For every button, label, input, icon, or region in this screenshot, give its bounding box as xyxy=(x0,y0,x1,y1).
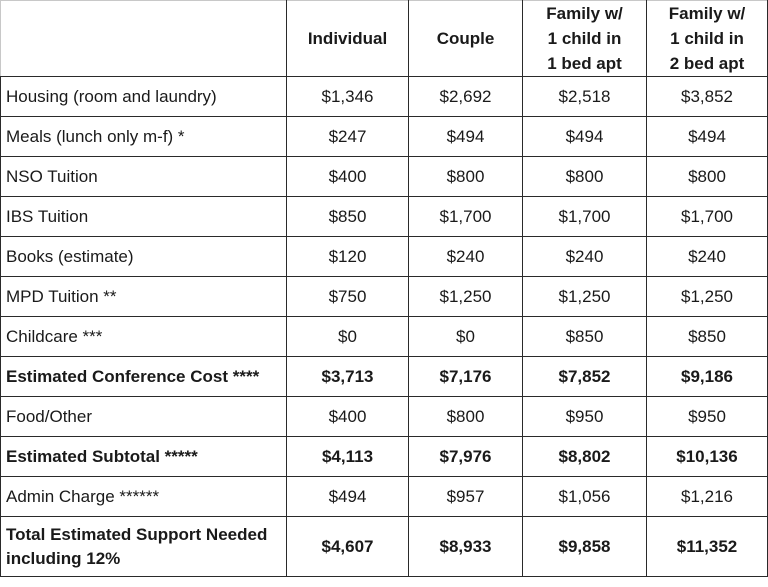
table-row xyxy=(1,157,768,197)
row-label: Books (estimate) xyxy=(1,237,287,277)
row-label: Food/Other xyxy=(1,397,287,437)
row-label: Estimated Conference Cost **** xyxy=(1,357,287,397)
cell-family-1-bed: $850 xyxy=(523,317,647,357)
header-text: 1 child in xyxy=(547,29,622,48)
table-body xyxy=(1,77,768,577)
cell-family-1-bed: $1,056 xyxy=(523,477,647,517)
cell-family-2-bed: $1,250 xyxy=(647,277,768,317)
row-label: Childcare *** xyxy=(1,317,287,357)
cell-family-2-bed: $10,136 xyxy=(647,437,768,477)
header-text: 1 child in xyxy=(670,29,744,48)
cell-family-1-bed: $800 xyxy=(523,157,647,197)
cell-individual: $400 xyxy=(287,397,409,437)
cell-couple: $957 xyxy=(409,477,523,517)
cell-couple: $494 xyxy=(409,117,523,157)
cell-couple: $1,700 xyxy=(409,197,523,237)
cell-family-2-bed: $494 xyxy=(647,117,768,157)
cell-individual: $247 xyxy=(287,117,409,157)
table-row xyxy=(1,237,768,277)
cell-individual: $3,713 xyxy=(287,357,409,397)
header-cell-blank xyxy=(1,1,287,77)
row-label: MPD Tuition ** xyxy=(1,277,287,317)
cell-family-1-bed: $494 xyxy=(523,117,647,157)
cell-family-1-bed: $240 xyxy=(523,237,647,277)
cell-family-1-bed: $1,250 xyxy=(523,277,647,317)
table-row xyxy=(1,317,768,357)
row-label: Admin Charge ****** xyxy=(1,477,287,517)
table-row xyxy=(1,77,768,117)
cell-couple: $240 xyxy=(409,237,523,277)
table-row xyxy=(1,437,768,477)
cell-family-2-bed: $1,216 xyxy=(647,477,768,517)
row-label: IBS Tuition xyxy=(1,197,287,237)
table-row xyxy=(1,197,768,237)
header-cell-family-1-bed xyxy=(523,1,647,77)
header-cell-couple xyxy=(409,1,523,77)
cell-couple: $800 xyxy=(409,397,523,437)
cell-couple: $800 xyxy=(409,157,523,197)
cell-individual: $494 xyxy=(287,477,409,517)
cell-family-2-bed: $850 xyxy=(647,317,768,357)
row-label: Total Estimated Support Needed including 12% xyxy=(1,517,287,577)
cell-individual: $0 xyxy=(287,317,409,357)
cell-individual: $750 xyxy=(287,277,409,317)
table-row xyxy=(1,357,768,397)
table-row xyxy=(1,477,768,517)
cell-individual: $850 xyxy=(287,197,409,237)
header-text: Family w/ xyxy=(546,4,623,23)
cell-family-1-bed: $7,852 xyxy=(523,357,647,397)
header-cell-individual xyxy=(287,1,409,77)
header-text: 1 bed apt xyxy=(547,54,622,73)
cell-couple: $1,250 xyxy=(409,277,523,317)
cell-family-1-bed: $9,858 xyxy=(523,517,647,577)
header-text: Family w/ xyxy=(668,4,746,23)
cell-family-2-bed: $9,186 xyxy=(647,357,768,397)
cell-family-1-bed: $8,802 xyxy=(523,437,647,477)
row-label: Estimated Subtotal ***** xyxy=(1,437,287,477)
cell-individual: $1,346 xyxy=(287,77,409,117)
cell-couple: $2,692 xyxy=(409,77,523,117)
cell-family-2-bed: $11,352 xyxy=(647,517,768,577)
header-cell-family-2-bed xyxy=(647,1,768,77)
cell-couple: $0 xyxy=(409,317,523,357)
cell-individual: $400 xyxy=(287,157,409,197)
cell-family-2-bed: $950 xyxy=(647,397,768,437)
cell-couple: $7,176 xyxy=(409,357,523,397)
header-text: 2 bed apt xyxy=(669,54,745,73)
table-row xyxy=(1,397,768,437)
cell-family-1-bed: $1,700 xyxy=(523,197,647,237)
cell-family-2-bed: $800 xyxy=(647,157,768,197)
cell-family-2-bed: $3,852 xyxy=(647,77,768,117)
header-row xyxy=(1,1,768,77)
header-text: Couple xyxy=(436,29,495,48)
cell-family-1-bed: $2,518 xyxy=(523,77,647,117)
cell-family-2-bed: $240 xyxy=(647,237,768,277)
table-row xyxy=(1,117,768,157)
row-label: Housing (room and laundry) xyxy=(1,77,287,117)
cell-individual: $4,607 xyxy=(287,517,409,577)
cell-family-2-bed: $1,700 xyxy=(647,197,768,237)
row-label: NSO Tuition xyxy=(1,157,287,197)
row-label: Meals (lunch only m-f) * xyxy=(1,117,287,157)
table-row xyxy=(1,517,768,577)
cell-couple: $7,976 xyxy=(409,437,523,477)
cell-couple: $8,933 xyxy=(409,517,523,577)
cell-individual: $4,113 xyxy=(287,437,409,477)
header-text: Individual xyxy=(307,29,388,48)
cell-family-1-bed: $950 xyxy=(523,397,647,437)
cell-individual: $120 xyxy=(287,237,409,277)
table-row xyxy=(1,277,768,317)
